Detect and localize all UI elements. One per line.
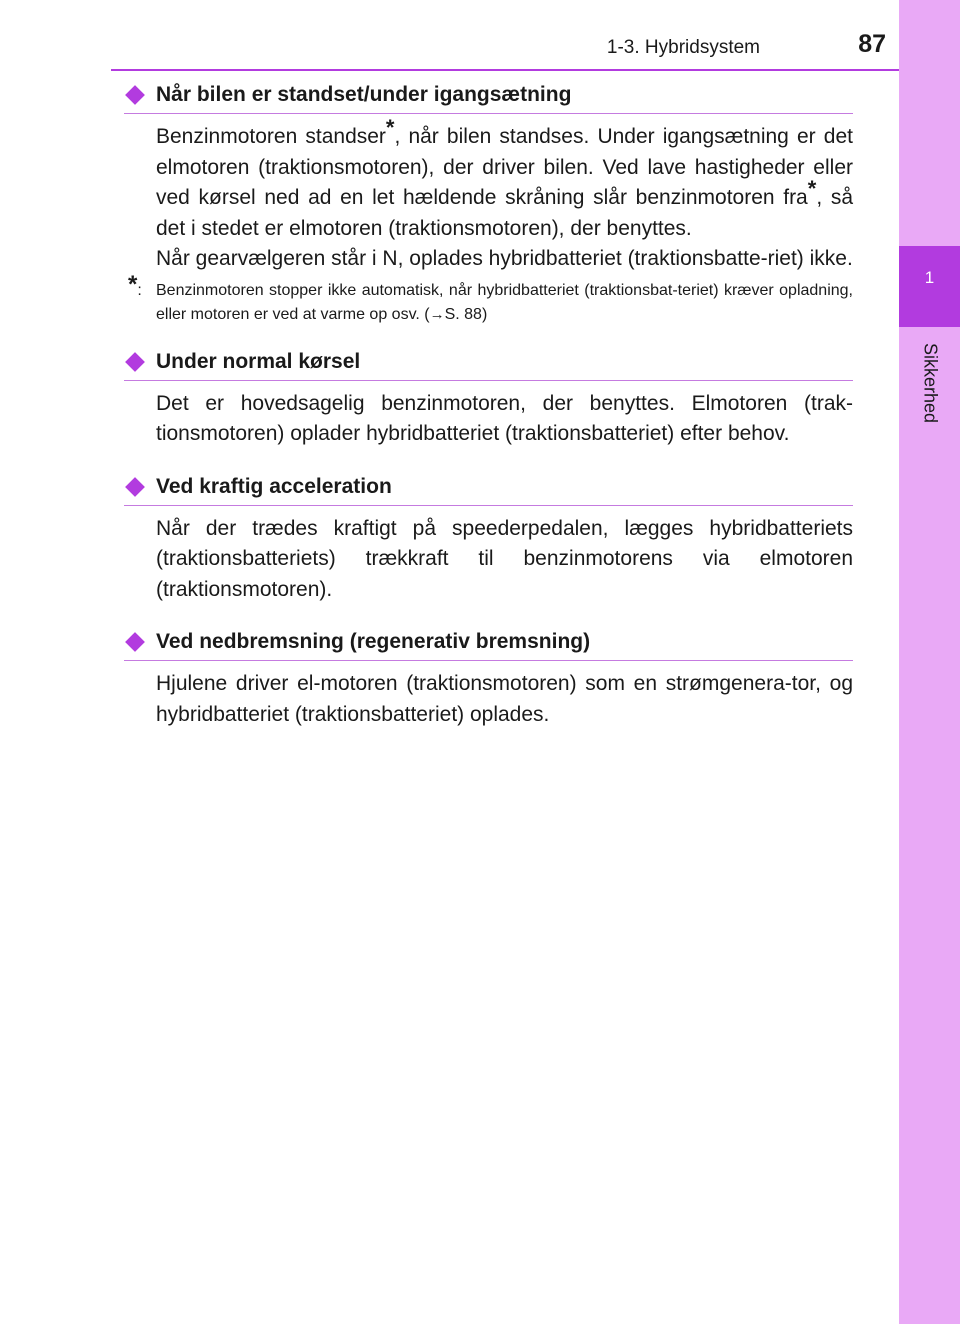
section-body [156, 389, 853, 450]
section-heading-text: Under normal kørsel [156, 349, 361, 373]
diamond-bullet-icon [125, 352, 145, 372]
diamond-bullet-icon [125, 477, 145, 497]
header-rule [111, 69, 899, 71]
section-heading [124, 625, 853, 661]
section-body [156, 669, 853, 730]
paragraph: Når der trædes kraftigt på speederpedalen, lægges hybridbatteriets (traktionsbatteriets) trækkraft til benzinmotorens via elmotoren (traktionsmotoren). [156, 516, 853, 601]
footnote [128, 270, 853, 327]
asterisk-mark: * [807, 176, 817, 201]
chapter-number: 1 [924, 268, 935, 287]
diamond-bullet-icon [125, 632, 145, 652]
paragraph: Når gearvælgeren står i N, oplades hybridbatteriet (traktionsbatte-riet) ikke. [156, 247, 853, 270]
diamond-bullet-icon [125, 85, 145, 105]
section-heading [124, 345, 853, 381]
section-body [156, 115, 853, 275]
arrow-right-icon: → [429, 305, 445, 323]
side-strip [899, 0, 960, 1324]
section-title: 1-3. Hybridsystem [606, 37, 760, 58]
section-heading-text: Når bilen er standset/under igangsætning [156, 83, 572, 106]
paragraph: Benzinmotoren standser*, når bilen standses. Under igangsætning er det elmotoren (traktionsmotoren), der driver bilen. Ved lave hastigheder eller ved kørsel ned ad en let hældende skråning slår benzinmotoren fra*, så det i stedet er elmotoren (traktionsmotoren), der benyttes. [156, 115, 853, 240]
section-body [156, 514, 853, 606]
page-reference-link[interactable]: S. 88) [444, 305, 488, 323]
section-heading-text: Ved kraftig acceleration [156, 474, 392, 498]
paragraph: Hjulene driver el-motoren (traktionsmotoren) som en strømgenera-tor, og hybridbatteriet (traktionsbatteriet) oplades. [156, 672, 853, 726]
paragraph: Det er hovedsagelig benzinmotoren, der benyttes. Elmotoren (trak-tionsmotoren) oplader hybridbatteriet (traktionsbatteriet) efter behov. [156, 391, 853, 445]
chapter-title: Sikkerhed [920, 342, 941, 424]
asterisk-mark: * [385, 115, 395, 140]
chapter-tab[interactable] [899, 246, 960, 327]
section-heading-text: Ved nedbremsning (regenerativ bremsning) [156, 630, 591, 653]
page-content [124, 78, 853, 730]
page-number: 87 [858, 30, 886, 58]
footnote-marker: *: [128, 270, 142, 299]
section-heading [124, 470, 853, 506]
footnote-text: Benzinmotoren stopper ikke automatisk, når hybridbatteriet (traktionsbat-teriet) kræver opladning, eller motoren er ved at varme op osv. (→S. 88) [156, 279, 853, 327]
section-heading [124, 78, 853, 114]
